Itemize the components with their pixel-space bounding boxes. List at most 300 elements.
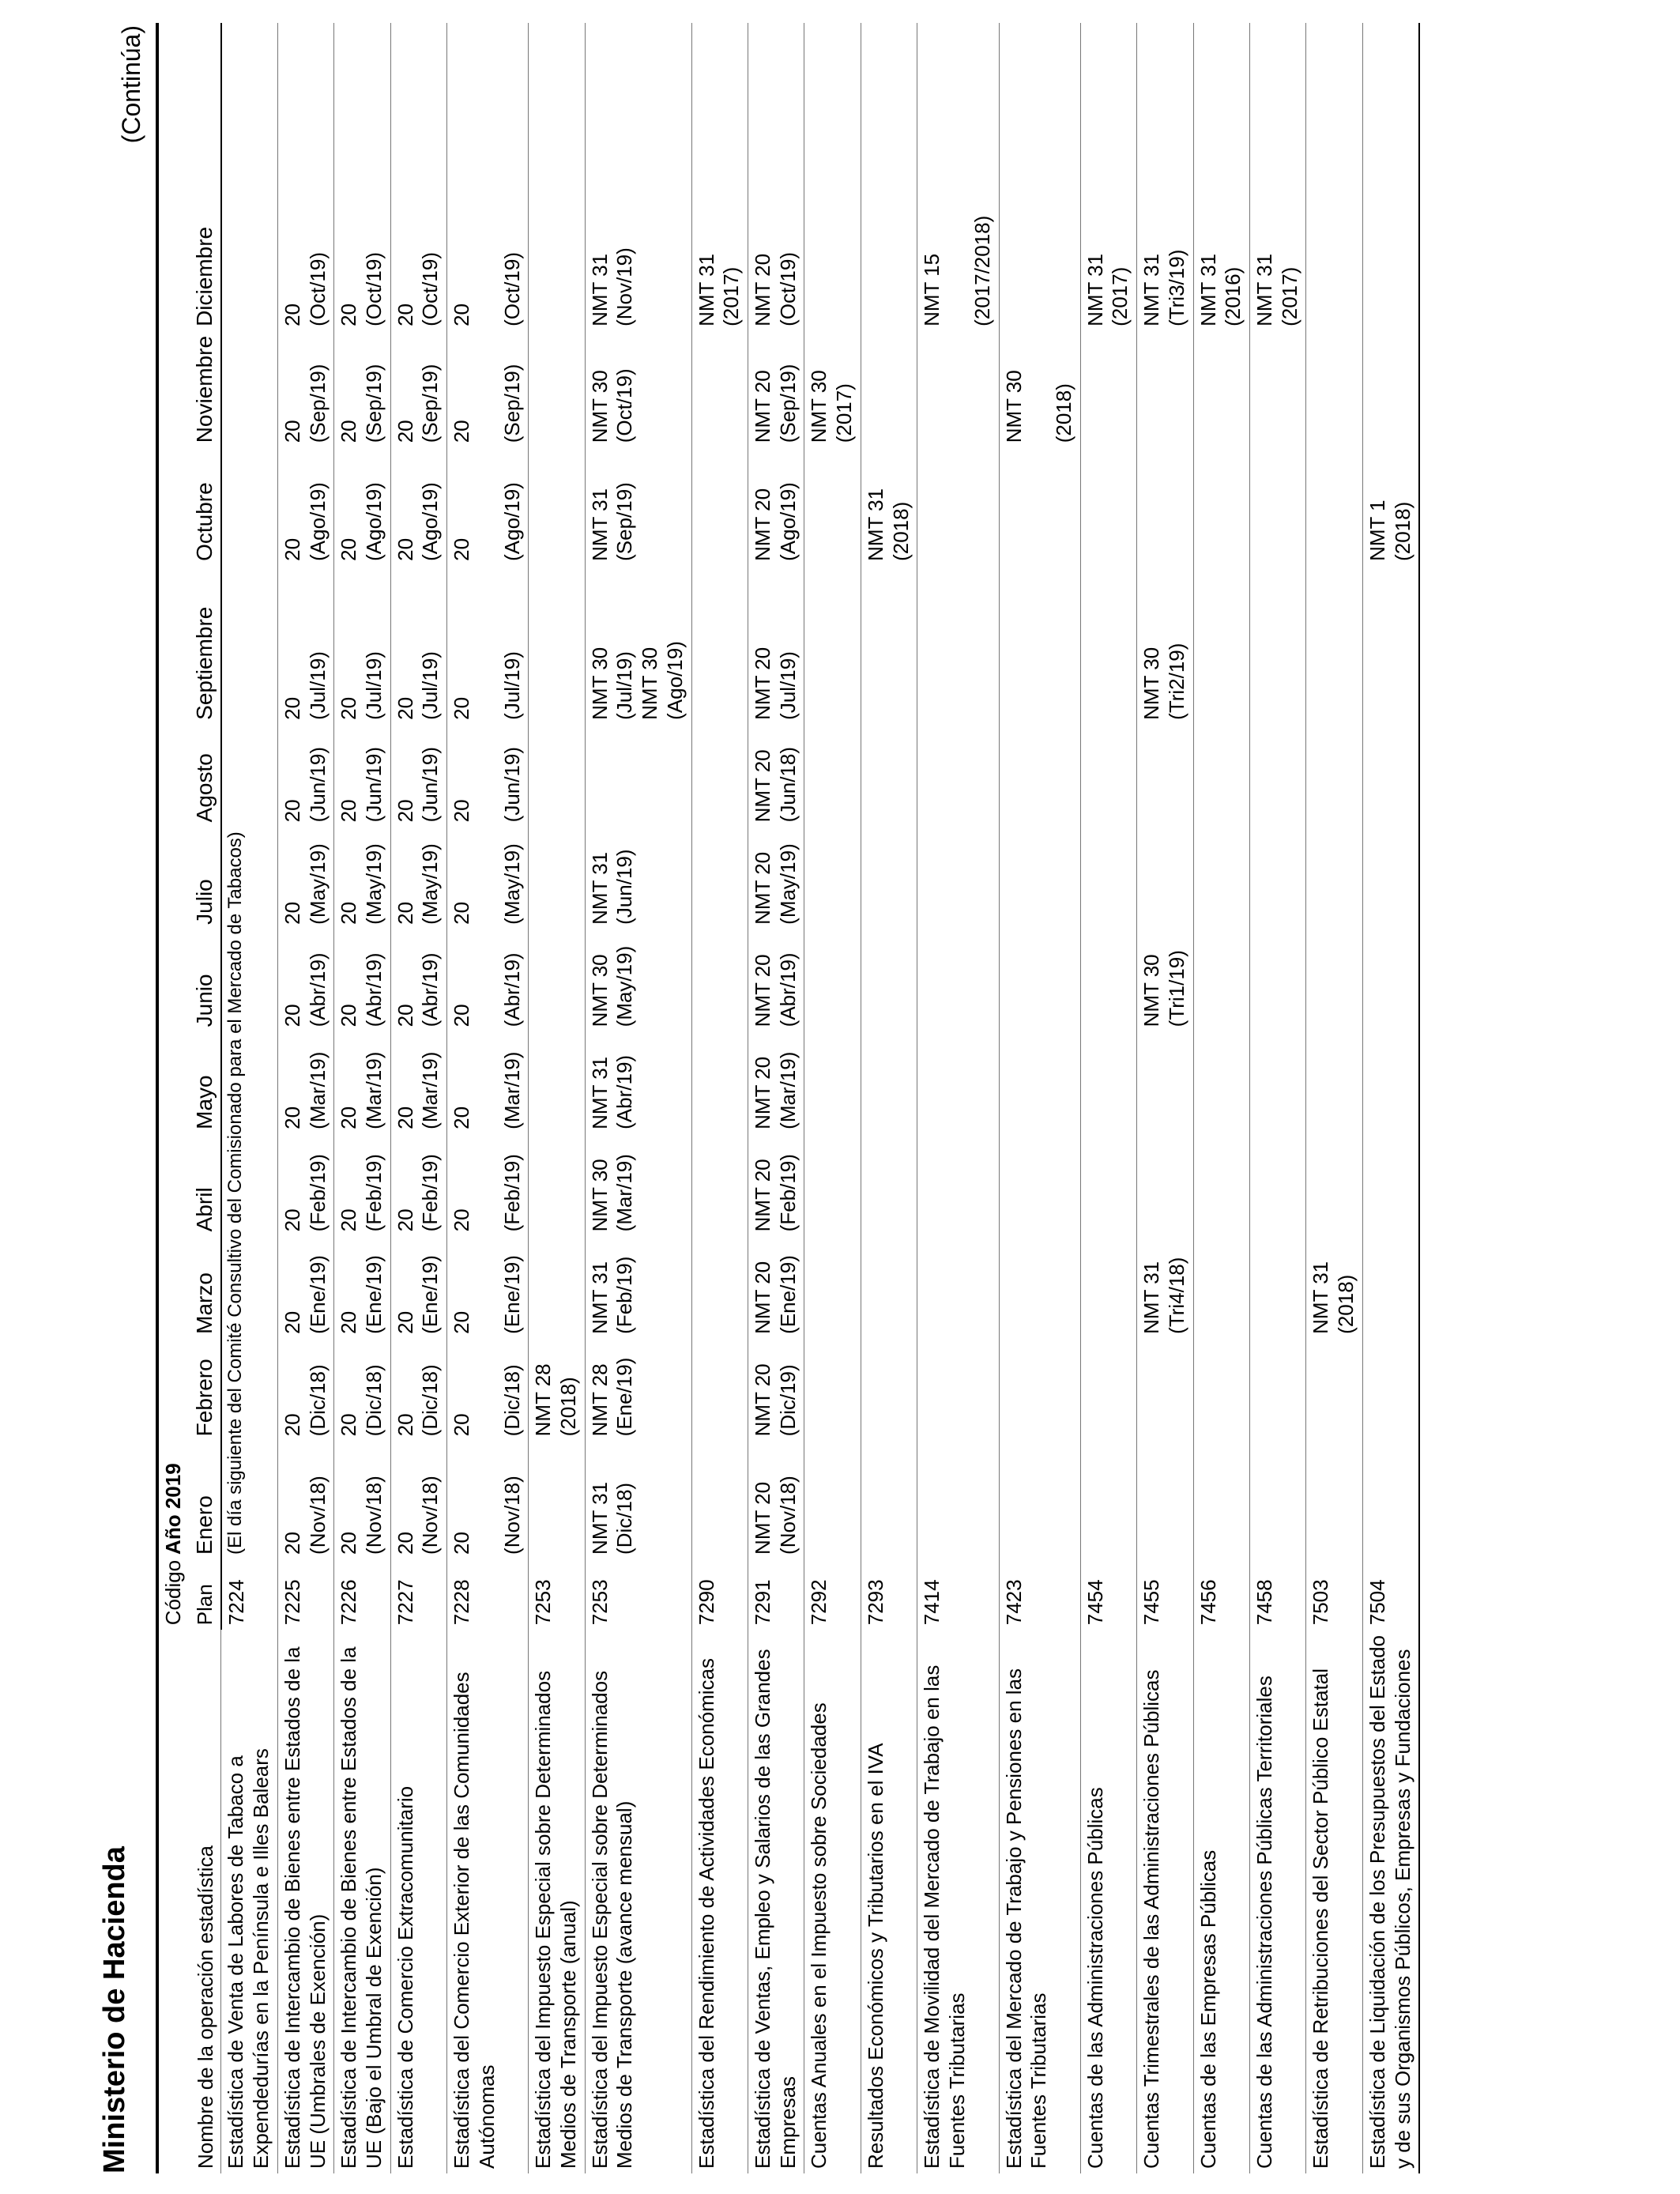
month-cell [447,725,529,827]
cell-line: (Ago/19) [499,482,524,561]
month-cell [861,725,917,827]
table-row [529,23,585,2173]
cell-line: (Dic/18) [361,1364,386,1437]
month-cell [691,331,748,447]
month-cell [390,1441,446,1559]
cell-line: (Feb/19) [418,1154,443,1232]
month-cell [1306,1441,1362,1559]
month-cell [748,725,804,827]
cell-line: (Jun/19) [305,746,330,823]
cell-line: 20 [337,1106,361,1129]
cell-line: (Ago/19) [305,482,330,561]
cell-line: NMT 31 [863,488,887,561]
cell-line: 20 [337,420,361,443]
cell-line: (Ago/19) [361,482,386,561]
month-cell [1193,566,1249,725]
cell-line: (Mar/19) [499,1051,524,1129]
month-cell [691,827,748,929]
cell-line: (Abr/19) [418,952,443,1027]
cell-line: 20 [280,1532,304,1555]
cell-line: NMT 31 [694,253,718,326]
month-cell [999,566,1080,725]
month-cell [334,929,390,1032]
month-cell [1137,827,1193,929]
cell-line: (Feb/19) [361,1154,386,1232]
plan-code: 7458 [1249,1559,1305,1630]
cell-line: 20 [393,420,417,443]
month-cell [861,566,917,725]
cell-line: NMT 31 [587,1481,612,1555]
operation-name: Cuentas Anuales en el Impuesto sobre Sociedades [804,1630,861,2173]
month-cell [917,331,999,447]
month-cell [585,929,691,1032]
cell-line: NMT 31 [1139,253,1164,326]
month-cell [447,1236,529,1339]
month-cell [334,1031,390,1134]
plan-code: 7293 [861,1559,917,1630]
month-header: Noviembre [189,331,221,447]
month-cell [861,331,917,447]
table-row [221,23,277,2173]
month-cell [1362,1441,1419,1559]
cell-line: 20 [450,799,474,823]
cell-line: NMT 30 [1001,370,1026,443]
month-cell [1137,1339,1193,1442]
table-row [917,23,999,2173]
month-cell [390,23,446,331]
cell-line: 20 [337,1413,361,1437]
cell-line [475,1036,500,1129]
cell-line: NMT 1 [1365,499,1389,561]
cell-line: (Tri3/19) [1164,249,1188,326]
month-header: Febrero [189,1339,221,1442]
month-cell [1249,1134,1305,1237]
month-cell [1080,331,1136,447]
month-cell [529,827,585,929]
month-cell [999,1031,1080,1134]
cell-line: (2017) [832,383,857,443]
plan-code: 7227 [390,1559,446,1630]
month-cell [1193,1236,1249,1339]
cell-line: 20 [280,799,304,823]
month-cell [1306,827,1362,929]
month-cell [1249,929,1305,1032]
month-cell [390,929,446,1032]
month-cell [390,1031,446,1134]
cell-line: 20 [393,537,417,561]
operation-name: Estadística de Comercio Extracomunitario [390,1630,446,2173]
operation-name: Estadística de Ventas, Empleo y Salarios de las Grandes Empresas [748,1630,804,2173]
month-header: Mayo [189,1031,221,1134]
table-row [1080,23,1136,2173]
table-row [585,23,691,2173]
cell-line: NMT 31 [587,851,612,925]
month-cell [1193,1339,1249,1442]
month-cell [447,929,529,1032]
month-cell [917,566,999,725]
month-cell [1080,1236,1136,1339]
month-cell [1193,23,1249,331]
month-cell [334,1441,390,1559]
month-cell [804,23,861,331]
cell-line: NMT 20 [751,1363,775,1437]
operation-name: Estadística del Impuesto Especial sobre Determinados Medios de Transporte (avance mensual) [585,1630,691,2173]
cell-line: (Jun/18) [775,746,800,823]
plan-code: 7414 [917,1559,999,1630]
operation-name: Estadística de Venta de Labores de Tabaco a Expendedurías en la Península e Illes Balears [221,1630,277,2173]
cell-line: 20 [280,303,304,326]
month-cell [1362,447,1419,566]
month-cell [277,1441,333,1559]
table-row [277,23,333,2173]
cell-line [475,1241,500,1334]
cell-line: (2018) [1051,383,1075,443]
cell-line: 20 [337,1310,361,1334]
month-cell [390,1236,446,1339]
month-cell [804,1031,861,1134]
month-cell [917,1031,999,1134]
cell-line: 20 [280,901,304,925]
cell-line: (Mar/19) [418,1051,443,1129]
table-row [999,23,1080,2173]
month-cell [999,725,1080,827]
cell-line: (Dic/18) [305,1364,330,1437]
cell-line: NMT 31 [587,1261,612,1334]
cell-line: (Abr/19) [775,952,800,1027]
month-cell [1306,1031,1362,1134]
operation-name: Estadística del Comercio Exterior de las Comunidades Autónomas [447,1630,529,2173]
column-header-name: Nombre de la operación estadística [157,1630,221,2173]
month-header: Agosto [189,725,221,827]
month-cell [999,23,1080,331]
cell-line: NMT 20 [751,253,775,326]
month-cell [334,1339,390,1442]
cell-line [475,729,500,823]
month-header: Abril [189,1134,221,1237]
month-header: Julio [189,827,221,929]
month-cell [917,1441,999,1559]
month-cell [277,331,333,447]
cell-line: NMT 20 [751,1056,775,1129]
cell-line: 20 [393,1106,417,1129]
month-cell [691,447,748,566]
operation-name: Cuentas de las Administraciones Públicas Territoriales [1249,1630,1305,2173]
month-cell [861,929,917,1032]
month-cell [585,23,691,331]
month-cell [1249,447,1305,566]
cell-line: 20 [450,1208,474,1232]
cell-line: NMT 30 [587,647,612,720]
month-header: Octubre [189,447,221,566]
cell-line: 20 [337,537,361,561]
cell-line: (Ene/19) [361,1255,386,1334]
month-cell [804,447,861,566]
month-cell [999,1441,1080,1559]
cell-line: (May/19) [361,843,386,925]
month-cell [1137,23,1193,331]
month-cell [1362,23,1419,331]
month-cell [334,1236,390,1339]
month-cell [1249,725,1305,827]
month-cell [1193,827,1249,929]
month-cell [1193,331,1249,447]
cell-line: (Mar/19) [305,1051,330,1129]
month-cell [1362,331,1419,447]
cell-line: NMT 31 [1083,253,1107,326]
month-cell [917,827,999,929]
month-cell [1362,929,1419,1032]
cell-line: (Jun/19) [612,849,637,925]
cell-line: (Abr/19) [612,1054,637,1129]
month-cell [1080,1031,1136,1134]
cell-line: 20 [393,1310,417,1334]
month-cell [1306,1339,1362,1442]
cell-line: (Mar/19) [775,1051,800,1129]
cell-line: 20 [450,537,474,561]
cell-line: (2018) [1390,501,1414,561]
cell-line: (Tri2/19) [1164,643,1188,720]
cell-line: NMT 15 [920,253,944,326]
cell-line: (Tri1/19) [1164,950,1188,1027]
month-cell [447,1339,529,1442]
cell-line: (Oct/19) [361,252,386,326]
cell-line [1026,336,1052,443]
cell-line [475,336,500,443]
cell-line: (Jul/19) [418,651,443,720]
cell-line: (Abr/19) [305,952,330,1027]
month-cell [804,331,861,447]
cell-line: 20 [393,1208,417,1232]
cell-line [475,452,500,561]
plan-code: 7224 [221,1559,277,1630]
month-header: Marzo [189,1236,221,1339]
month-cell [1080,1441,1136,1559]
plan-code: 7456 [1193,1559,1249,1630]
statistics-calendar-table [156,23,1420,2173]
plan-code: 7423 [999,1559,1080,1630]
month-cell [1249,1339,1305,1442]
month-cell [1137,1441,1193,1559]
cell-line: (May/19) [418,843,443,925]
cell-line: (Jun/19) [418,746,443,823]
cell-line: (Nov/18) [499,1476,524,1555]
cell-line: (Nov/18) [775,1476,800,1555]
month-cell [999,447,1080,566]
month-cell [1362,1031,1419,1134]
month-cell [999,929,1080,1032]
cell-line: NMT 20 [751,1159,775,1232]
column-header-year: Año 2019 [157,23,189,1559]
month-cell [334,23,390,331]
month-cell [691,1236,748,1339]
month-cell [748,447,804,566]
cell-line: 20 [393,1413,417,1437]
month-cell [804,1339,861,1442]
month-cell [1193,1441,1249,1559]
month-cell [1193,929,1249,1032]
table-row [804,23,861,2173]
month-cell [999,1339,1080,1442]
month-cell [1249,566,1305,725]
month-cell [861,1236,917,1339]
cell-line: (Oct/19) [775,252,800,326]
month-cell [999,827,1080,929]
plan-code: 7253 [585,1559,691,1630]
table-row [390,23,446,2173]
cell-line: 20 [450,1413,474,1437]
operation-name: Cuentas de las Administraciones Públicas [1080,1630,1136,2173]
cell-line: 20 [393,303,417,326]
cell-line: (Dic/19) [775,1364,800,1437]
month-cell [691,1134,748,1237]
month-cell [917,1339,999,1442]
month-cell [334,447,390,566]
month-cell [585,447,691,566]
month-cell [1137,1236,1193,1339]
month-cell [529,1236,585,1339]
month-cell [390,447,446,566]
month-header: Junio [189,929,221,1032]
cell-line [475,1344,500,1437]
month-cell [390,1134,446,1237]
month-cell [277,447,333,566]
month-cell [1249,827,1305,929]
month-cell [1362,1339,1419,1442]
table-row [1193,23,1249,2173]
cell-line: NMT 30 [587,370,612,443]
cell-line [475,571,500,720]
cell-line: (Feb/19) [499,1154,524,1232]
cell-line: (Jul/19) [775,651,800,720]
month-cell [748,1441,804,1559]
cell-line: (Ene/19) [418,1255,443,1334]
month-cell [390,725,446,827]
cell-line: NMT 20 [751,749,775,823]
month-cell [804,1236,861,1339]
month-cell [999,1236,1080,1339]
month-cell [861,1339,917,1442]
cell-line: 20 [450,901,474,925]
cell-line: 20 [393,696,417,720]
plan-code: 7504 [1362,1559,1419,1630]
cell-line: NMT 31 [587,1056,612,1129]
month-cell [529,725,585,827]
month-cell [585,1339,691,1442]
cell-line: NMT 30 [587,1159,612,1232]
cell-line: (2017/2018) [970,215,994,326]
cell-line: (Sep/19) [418,364,443,443]
publication-note: (El día siguiente del Comité Consultivo del Comisionado para el Mercado de Tabacos) [221,23,277,1559]
month-cell [748,23,804,331]
cell-line: NMT 30 [1139,954,1164,1027]
cell-line: (2017) [1277,266,1301,326]
month-cell [447,1441,529,1559]
month-cell [1137,447,1193,566]
cell-line: (May/19) [305,843,330,925]
month-cell [277,566,333,725]
month-cell [1306,447,1362,566]
month-cell [529,331,585,447]
cell-line: (Sep/19) [305,364,330,443]
month-cell [748,566,804,725]
cell-line: 20 [337,799,361,823]
month-cell [748,1236,804,1339]
month-header: Diciembre [189,23,221,331]
month-cell [529,23,585,331]
cell-line: 20 [337,696,361,720]
month-cell [1193,1031,1249,1134]
cell-line: NMT 30 [1139,647,1164,720]
cell-line: 20 [337,1208,361,1232]
month-cell [1306,929,1362,1032]
table-row [748,23,804,2173]
cell-line: 20 [337,303,361,326]
month-cell [1080,566,1136,725]
month-cell [447,827,529,929]
cell-line: NMT 20 [751,370,775,443]
cell-line: 20 [280,696,304,720]
table-row [1306,23,1362,2173]
table-row [447,23,529,2173]
month-cell [334,331,390,447]
month-cell [804,725,861,827]
table-row [1249,23,1305,2173]
cell-line: 20 [393,799,417,823]
cell-line [475,28,500,326]
cell-line: (Jun/19) [499,746,524,823]
cell-line: (Oct/19) [305,252,330,326]
column-header-plan: Plan [189,1559,221,1630]
month-cell [804,566,861,725]
cell-line: NMT 20 [751,647,775,720]
cell-line: 20 [393,1532,417,1555]
cell-line: (2016) [1221,266,1245,326]
month-cell [691,566,748,725]
month-cell [334,1134,390,1237]
month-cell [277,929,333,1032]
operation-name: Estadística del Impuesto Especial sobre Determinados Medios de Transporte (anual) [529,1630,585,2173]
cell-line: 20 [450,1106,474,1129]
operation-name: Estadística de Movilidad del Mercado de Trabajo en las Fuentes Tributarias [917,1630,999,2173]
cell-line: (Ene/19) [612,1357,637,1437]
cell-line: (Oct/19) [499,252,524,326]
cell-line: NMT 20 [751,1481,775,1555]
table-row [1362,23,1419,2173]
cell-line: 20 [337,1532,361,1555]
month-cell [1080,929,1136,1032]
month-cell [917,23,999,331]
month-cell [999,331,1080,447]
month-cell [861,1441,917,1559]
cell-line: (Nov/19) [612,247,637,326]
month-header: Enero [189,1441,221,1559]
cell-line: (Oct/19) [612,368,637,443]
ministry-title: Ministerio de Hacienda [98,1846,131,2173]
plan-code: 7226 [334,1559,390,1630]
cell-line: 20 [280,1310,304,1334]
cell-line: NMT 20 [751,1261,775,1334]
month-cell [585,827,691,929]
cell-line: (Mar/19) [612,1154,637,1232]
cell-line: (Abr/19) [499,952,524,1027]
month-cell [334,725,390,827]
month-cell [1306,725,1362,827]
continua-label: (Continúa) [117,25,145,144]
header-row-top [157,23,189,2173]
cell-line: (May/19) [612,945,637,1027]
plan-code: 7455 [1137,1559,1193,1630]
operation-name: Estadística de Intercambio de Bienes entre Estados de la UE (Umbrales de Exención) [277,1630,333,2173]
